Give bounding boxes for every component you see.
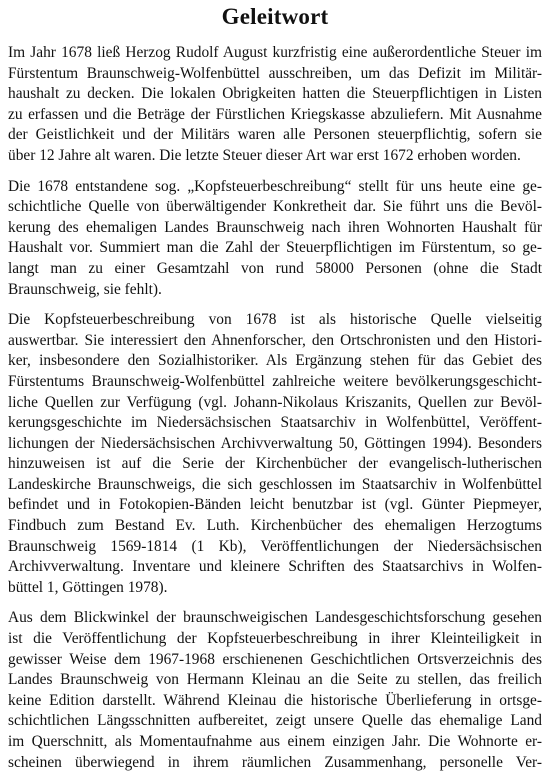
text-line: büttel 1, Göttingen 1978). [8, 578, 168, 596]
text-line: Findbuch zum Bestand Ev. Luth. Kirchenbücher des ehemaligen Herzogtums [8, 517, 542, 535]
text-line: liche Quellen zur Verfügung (vgl. Johann-Nikolaus Kriszanits, Quellen zur Bevöl- [8, 393, 542, 411]
text-line: befindet und in Fotokopien-Bänden leicht benutzbar ist (vgl. Günter Piepmeyer, [8, 496, 542, 514]
text-line: Aus dem Blickwinkel der braunschweigischen Landesgeschichtsforschung gesehen [8, 609, 542, 627]
text-line: Die 1678 entstandene sog. „Kopfsteuerbeschreibung“ stellt für uns heute eine ge- [8, 177, 542, 195]
text-line: keine Edition darstellt. Während Kleinau die historische Überlieferung in ortsge- [8, 691, 542, 709]
text-line: Braunschweig 1569-1814 (1 Kb), Veröffentlichungen der Niedersächsischen [8, 537, 542, 555]
text-line: schichtliche Quelle von überwältigender Konkretheit dar. Sie führt uns die Bevöl- [8, 198, 542, 216]
text-line: der Geistlichkeit und der Militärs waren alle Personen steuerpflichtig, sofern sie [8, 126, 542, 144]
text-line: schichtlichen Längsschnitten aufbereitet, zeigt unsere Quelle das ehemalige Land [8, 712, 542, 730]
text-line: im Querschnitt, als Momentaufnahme aus einem einzigen Jahr. Die Wohnorte er- [8, 733, 542, 750]
paragraph-1 [8, 43, 542, 167]
text-line: kerung des ehemaligen Landes Braunschweig nach ihren Wohnorten Haushalt für [8, 218, 542, 236]
text-line: gewisser Weise dem 1967-1968 erschienenen Geschichtlichen Ortsverzeichnis des [8, 650, 542, 668]
text-line: auswertbar. Sie interessiert den Ahnenforscher, den Ortschronisten und den Histori- [8, 331, 542, 349]
text-line: über 12 Jahre alt waren. Die letzte Steuer dieser Art war erst 1672 erhoben worden. [8, 146, 521, 164]
paragraph-3 [8, 310, 542, 598]
text-line: scheinen überwiegend in ihrem räumlichen Zusammenhang, personelle Ver- [8, 753, 542, 771]
text-line: Landes Braunschweig von Hermann Kleinau an die Seite zu stellen, das freilich [8, 671, 542, 689]
text-line: Archivverwaltung. Inventare und kleinere Schriften des Staatsarchivs in Wolfen- [8, 558, 542, 576]
text-line: ist die Veröffentlichung der Kopfsteuerbeschreibung in ihrer Kleinteiligkeit in [8, 630, 542, 648]
text-line: kerungsgeschichte im Niedersächsischen Staatsarchiv in Wolfenbüttel, Veröffent- [8, 414, 542, 432]
text-line: Haushalt vor. Summiert man die Zahl der Steuerpflichtigen im Fürstentum, so ge- [8, 239, 542, 257]
text-line: Fürstentum Braunschweig-Wolfenbüttel ausschreiben, um das Defizit im Militär- [8, 64, 542, 82]
paragraph-4 [8, 608, 542, 773]
text-line: Fürstentums Braunschweig-Wolfenbüttel zahlreiche weitere bevölkerungsgeschicht- [8, 372, 542, 390]
paragraph-2 [8, 177, 542, 301]
text-line: haushalt zu decken. Die lokalen Obrigkeiten hatten die Steuerpflichtigen in Listen [8, 85, 542, 103]
page-title: Geleitwort [221, 4, 329, 29]
text-line: Landeskirche Braunschweigs, die sich geschlossen im Staatsarchiv in Wolfenbüttel [8, 475, 542, 493]
text-line: Braunschweig, sie fehlt). [8, 280, 162, 298]
text-line: hinzuweisen ist auf die Serie der Kirchenbücher der evangelisch-lutherischen [8, 455, 542, 473]
text-line: Die Kopfsteuerbeschreibung von 1678 ist als historische Quelle vielseitig [8, 311, 542, 329]
text-line: Im Jahr 1678 ließ Herzog Rudolf August kurzfristig eine außerordentliche Steuer im [8, 44, 542, 61]
text-line: langt man zu einer Gesamtzahl von rund 58000 Personen (ohne die Stadt [8, 259, 542, 277]
text-line: lichungen der Niedersächsischen Archivverwaltung 50, Göttingen 1994). Besonders [8, 434, 542, 452]
text-line: ker, insbesondere den Sozialhistoriker. Als Ergänzung stehen für das Gebiet des [8, 352, 542, 370]
text-line: zu erfassen und die Beträge der Fürstlichen Kriegskasse abzuliefern. Mit Ausnahme [8, 105, 542, 123]
